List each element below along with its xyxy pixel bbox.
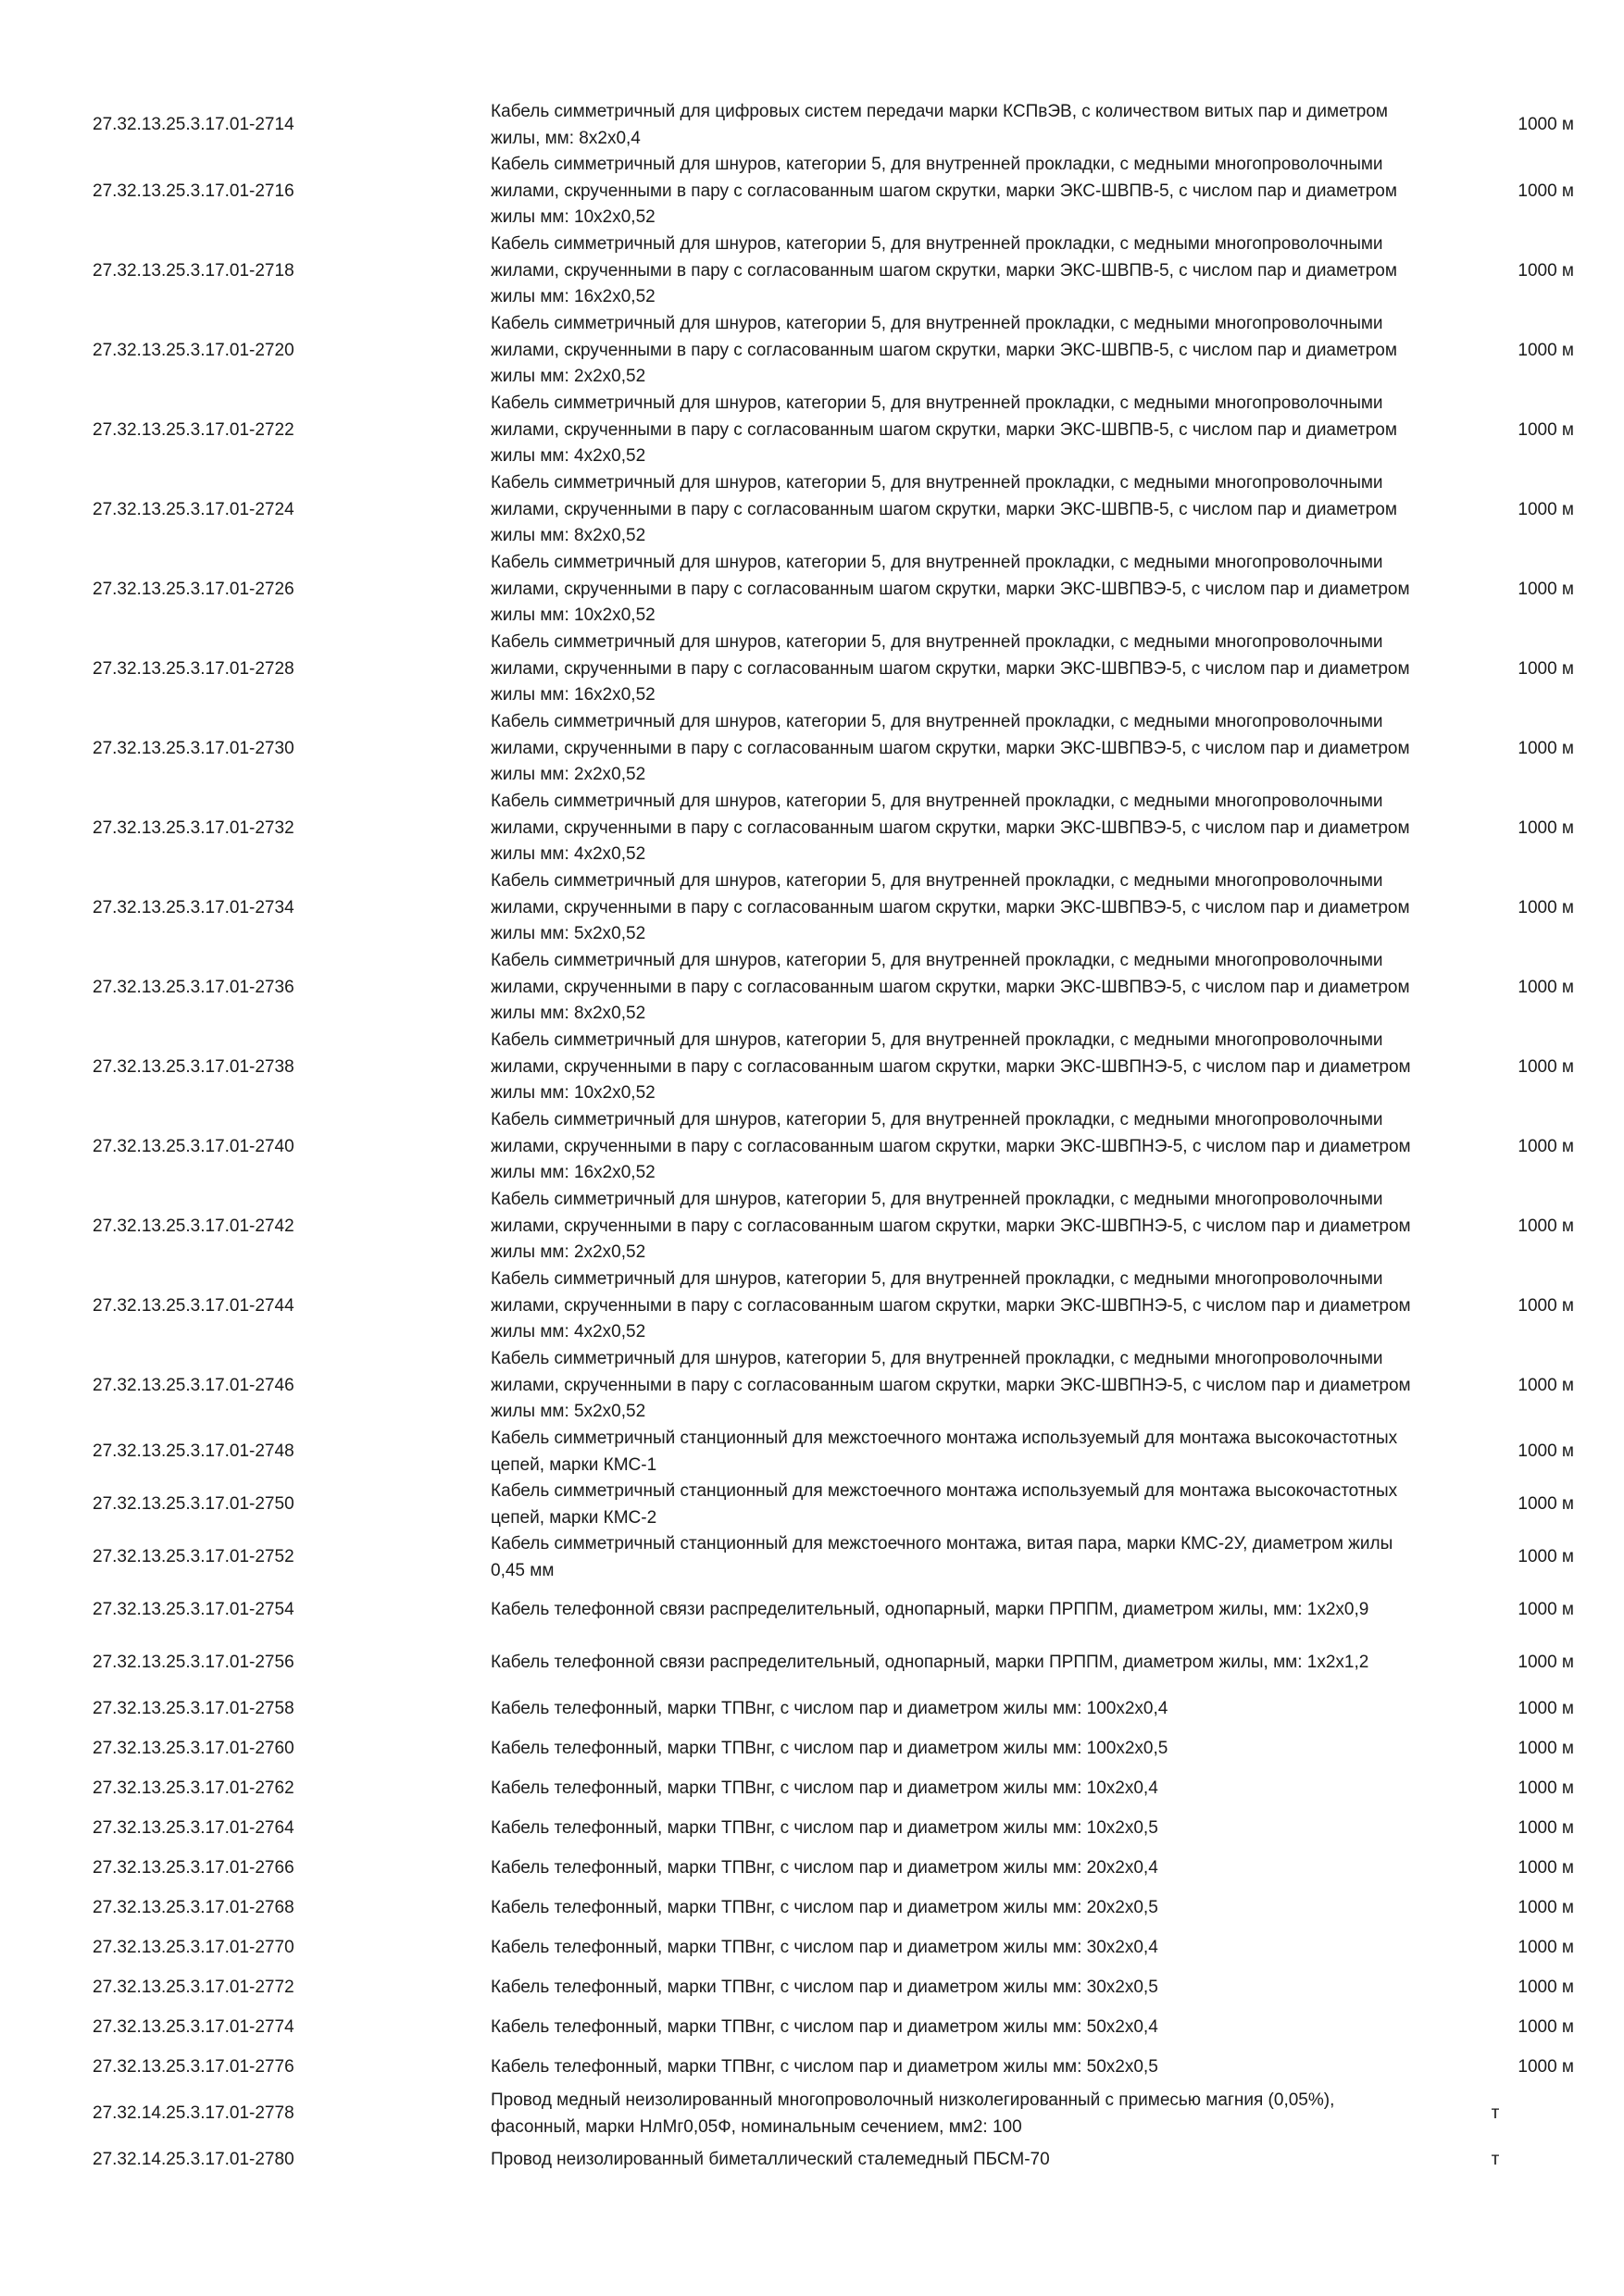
table-row [93,1479,1574,1531]
item-code: 27.32.14.25.3.17.01-2780 [93,2150,294,2170]
item-description: Кабель телефонный, марки ТПВнг, с числом пар и диаметром жилы мм: 100x2x0,5 [491,1739,1168,1759]
item-unit: 1000 м [1518,977,1574,997]
item-unit: 1000 м [1518,1441,1574,1462]
item-code: 27.32.13.25.3.17.01-2720 [93,340,294,360]
item-unit: 1000 м [1518,1494,1574,1515]
item-code: 27.32.13.25.3.17.01-2772 [93,1978,294,1998]
item-description: Кабель симметричный станционный для межстоечного монтажа, витая пара, марки КМС-2У, диаметром жилы 0,45 мм [491,1534,1393,1580]
table-row [93,1889,1574,1928]
item-description: Кабель симметричный для шнуров, категории 5, для внутренней прокладки, с медными многопроволочными жилами, скрученными в пару с согласованным шагом скрутки, марки ЭКС-ШВПНЭ-5, с числом пар и диаметром жилы мм: 16x2x0,52 [491,1110,1411,1183]
table-row [93,789,1574,868]
item-unit: 1000 м [1518,2017,1574,2038]
item-unit: 1000 м [1518,1858,1574,1878]
item-description: Кабель симметричный для шнуров, категории 5, для внутренней прокладки, с медными многопроволочными жилами, скрученными в пару с согласованным шагом скрутки, марки ЭКС-ШВПВ-5, с числом пар и диаметром жилы мм: 8x2x0,52 [491,473,1397,546]
table-row [93,2140,1574,2180]
item-code: 27.32.13.25.3.17.01-2764 [93,1818,294,1839]
item-description: Кабель телефонной связи распределительный, однопарный, марки ПРППМ, диаметром жилы, мм: 1x2x1,2 [491,1653,1369,1673]
table-row [93,311,1574,391]
item-description: Кабель телефонный, марки ТПВнг, с числом пар и диаметром жилы мм: 10x2x0,4 [491,1778,1158,1799]
table-row [93,152,1574,231]
item-unit: 1000 м [1518,1938,1574,1958]
item-code: 27.32.13.25.3.17.01-2732 [93,817,294,838]
item-description: Кабель симметричный станционный для межстоечного монтажа используемый для монтажа высокочастотных цепей, марки КМС-2 [491,1481,1398,1528]
item-unit: 1000 м [1518,2057,1574,2078]
item-code: 27.32.13.25.3.17.01-2714 [93,115,294,135]
item-code: 27.32.14.25.3.17.01-2778 [93,2103,294,2124]
item-unit: 1000 м [1518,181,1574,201]
table-row [93,1928,1574,1968]
item-code: 27.32.13.25.3.17.01-2744 [93,1295,294,1316]
item-code: 27.32.13.25.3.17.01-2738 [93,1056,294,1077]
item-code: 27.32.13.25.3.17.01-2774 [93,2017,294,2038]
item-description: Кабель симметричный для шнуров, категории 5, для внутренней прокладки, с медными многопроволочными жилами, скрученными в пару с согласованным шагом скрутки, марки ЭКС-ШВПВЭ-5, с числом пар и диаметром жилы мм: 8x2x0,52 [491,951,1410,1024]
item-unit: 1000 м [1518,1818,1574,1839]
table-row [93,1849,1574,1889]
item-description: Кабель симметричный для шнуров, категории 5, для внутренней прокладки, с медными многопроволочными жилами, скрученными в пару с согласованным шагом скрутки, марки ЭКС-ШВПНЭ-5, с числом пар и диаметром жилы мм: 2x2x0,52 [491,1190,1411,1263]
item-code: 27.32.13.25.3.17.01-2740 [93,1136,294,1156]
item-description: Кабель телефонный, марки ТПВнг, с числом пар и диаметром жилы мм: 50x2x0,5 [491,2057,1158,2078]
item-unit: 1000 м [1518,115,1574,135]
item-code: 27.32.13.25.3.17.01-2726 [93,579,294,599]
item-unit: 1000 м [1518,419,1574,440]
item-description: Кабель симметричный для шнуров, категории 5, для внутренней прокладки, с медными многопроволочными жилами, скрученными в пару с согласованным шагом скрутки, марки ЭКС-ШВПВЭ-5, с числом пар и диаметром жилы мм: 2x2x0,52 [491,712,1410,785]
table-row [93,1346,1574,1426]
table-row [93,2048,1574,2088]
item-code: 27.32.13.25.3.17.01-2766 [93,1858,294,1878]
table-row [93,709,1574,789]
price-list-body [93,99,1574,2180]
table-row [93,1637,1574,1690]
item-unit: 1000 м [1518,1216,1574,1236]
item-code: 27.32.13.25.3.17.01-2754 [93,1600,294,1620]
item-unit: 1000 м [1518,1056,1574,1077]
item-description: Кабель симметричный для шнуров, категории 5, для внутренней прокладки, с медными многопроволочными жилами, скрученными в пару с согласованным шагом скрутки, марки ЭКС-ШВПНЭ-5, с числом пар и диаметром жилы мм: 10x2x0,52 [491,1030,1411,1104]
item-description: Кабель симметричный для шнуров, категории 5, для внутренней прокладки, с медными многопроволочными жилами, скрученными в пару с согласованным шагом скрутки, марки ЭКС-ШВПВЭ-5, с числом пар и диаметром жилы мм: 16x2x0,52 [491,632,1410,705]
item-description: Кабель телефонный, марки ТПВнг, с числом пар и диаметром жилы мм: 50x2x0,4 [491,2017,1158,2038]
item-unit: 1000 м [1518,1778,1574,1799]
item-description: Кабель симметричный для шнуров, категории 5, для внутренней прокладки, с медными многопроволочными жилами, скрученными в пару с согласованным шагом скрутки, марки ЭКС-ШВПВЭ-5, с числом пар и диаметром жилы мм: 4x2x0,52 [491,792,1410,865]
table-row [93,1107,1574,1187]
item-description: Кабель телефонный, марки ТПВнг, с числом пар и диаметром жилы мм: 30x2x0,5 [491,1978,1158,1998]
item-unit: 1000 м [1518,1898,1574,1918]
item-description: Кабель симметричный для шнуров, категории 5, для внутренней прокладки, с медными многопроволочными жилами, скрученными в пару с согласованным шагом скрутки, марки ЭКС-ШВПВ-5, с числом пар и диаметром жилы мм: 2x2x0,52 [491,314,1397,387]
item-description: Кабель телефонный, марки ТПВнг, с числом пар и диаметром жилы мм: 20x2x0,5 [491,1898,1158,1918]
item-unit: 1000 м [1518,1739,1574,1759]
table-row [93,1187,1574,1267]
item-code: 27.32.13.25.3.17.01-2770 [93,1938,294,1958]
table-row [93,2008,1574,2048]
item-code: 27.32.13.25.3.17.01-2760 [93,1739,294,1759]
item-unit: 1000 м [1518,738,1574,758]
price-list-table [93,99,1574,2180]
item-unit: 1000 м [1518,1600,1574,1620]
item-description: Кабель симметричный для шнуров, категории 5, для внутренней прокладки, с медными многопроволочными жилами, скрученными в пару с согласованным шагом скрутки, марки ЭКС-ШВПВЭ-5, с числом пар и диаметром жилы мм: 10x2x0,52 [491,553,1410,626]
item-description: Кабель симметричный для шнуров, категории 5, для внутренней прокладки, с медными многопроволочными жилами, скрученными в пару с согласованным шагом скрутки, марки ЭКС-ШВПВЭ-5, с числом пар и диаметром жилы мм: 5x2x0,52 [491,871,1410,944]
item-unit: 1000 м [1518,1699,1574,1719]
item-code: 27.32.13.25.3.17.01-2748 [93,1441,294,1462]
item-code: 27.32.13.25.3.17.01-2750 [93,1494,294,1515]
item-code: 27.32.13.25.3.17.01-2722 [93,419,294,440]
item-description: Кабель симметричный для шнуров, категории 5, для внутренней прокладки, с медными многопроволочными жилами, скрученными в пару с согласованным шагом скрутки, марки ЭКС-ШВПНЭ-5, с числом пар и диаметром жилы мм: 4x2x0,52 [491,1269,1411,1342]
item-description: Кабель телефонный, марки ТПВнг, с числом пар и диаметром жилы мм: 20x2x0,4 [491,1858,1158,1878]
item-unit: 1000 м [1518,1136,1574,1156]
item-description: Кабель симметричный для цифровых систем передачи марки КСПвЭВ, с количеством витых пар и диметром жилы, мм: 8x2x0,4 [491,102,1388,148]
table-row [93,1028,1574,1107]
item-unit: 1000 м [1518,658,1574,679]
item-code: 27.32.13.25.3.17.01-2768 [93,1898,294,1918]
item-unit: т [1491,2103,1500,2124]
item-description: Провод неизолированный биметаллический сталемедный ПБСМ-70 [491,2150,1050,2170]
item-unit: 1000 м [1518,1978,1574,1998]
item-code: 27.32.13.25.3.17.01-2716 [93,181,294,201]
table-row [93,231,1574,311]
table-row [93,99,1574,152]
item-description: Кабель симметричный для шнуров, категории 5, для внутренней прокладки, с медными многопроволочными жилами, скрученными в пару с согласованным шагом скрутки, марки ЭКС-ШВПВ-5, с числом пар и диаметром жилы мм: 10x2x0,52 [491,155,1397,228]
item-code: 27.32.13.25.3.17.01-2734 [93,897,294,917]
item-code: 27.32.13.25.3.17.01-2724 [93,499,294,519]
table-row [93,1729,1574,1769]
item-description: Кабель телефонный, марки ТПВнг, с числом пар и диаметром жилы мм: 100x2x0,4 [491,1699,1168,1719]
table-row [93,630,1574,709]
item-unit: 1000 м [1518,340,1574,360]
table-row [93,948,1574,1028]
item-unit: 1000 м [1518,579,1574,599]
item-code: 27.32.13.25.3.17.01-2756 [93,1653,294,1673]
table-row [93,391,1574,470]
item-code: 27.32.13.25.3.17.01-2728 [93,658,294,679]
item-description: Кабель симметричный станционный для межстоечного монтажа используемый для монтажа высокочастотных цепей, марки КМС-1 [491,1429,1398,1475]
table-row [93,1267,1574,1346]
item-code: 27.32.13.25.3.17.01-2752 [93,1547,294,1567]
item-unit: 1000 м [1518,817,1574,838]
table-row [93,1968,1574,2008]
item-unit: т [1491,2150,1500,2170]
item-code: 27.32.13.25.3.17.01-2742 [93,1216,294,1236]
item-description: Кабель телефонный, марки ТПВнг, с числом пар и диаметром жилы мм: 10x2x0,5 [491,1818,1158,1839]
table-row [93,1426,1574,1479]
table-row [93,1690,1574,1729]
item-unit: 1000 м [1518,499,1574,519]
item-code: 27.32.13.25.3.17.01-2718 [93,260,294,281]
item-unit: 1000 м [1518,1547,1574,1567]
item-description: Кабель телефонной связи распределительный, однопарный, марки ПРППМ, диаметром жилы, мм: 1x2x0,9 [491,1600,1369,1620]
item-description: Провод медный неизолированный многопроволочный низколегированный с примесью магния (0,05%), фасонный, марки НлМг0,05Ф, номинальным сечением, мм2: 100 [491,2090,1335,2137]
item-unit: 1000 м [1518,897,1574,917]
item-code: 27.32.13.25.3.17.01-2762 [93,1778,294,1799]
table-row [93,470,1574,550]
item-unit: 1000 м [1518,1653,1574,1673]
table-row [93,1531,1574,1584]
item-unit: 1000 м [1518,1375,1574,1395]
item-description: Кабель симметричный для шнуров, категории 5, для внутренней прокладки, с медными многопроволочными жилами, скрученными в пару с согласованным шагом скрутки, марки ЭКС-ШВПВ-5, с числом пар и диаметром жилы мм: 16x2x0,52 [491,234,1397,307]
item-code: 27.32.13.25.3.17.01-2736 [93,977,294,997]
table-row [93,868,1574,948]
item-description: Кабель симметричный для шнуров, категории 5, для внутренней прокладки, с медными многопроволочными жилами, скрученными в пару с согласованным шагом скрутки, марки ЭКС-ШВПВ-5, с числом пар и диаметром жилы мм: 4x2x0,52 [491,393,1397,467]
table-row [93,1769,1574,1809]
table-row [93,550,1574,630]
table-row [93,1584,1574,1637]
item-code: 27.32.13.25.3.17.01-2746 [93,1375,294,1395]
table-row [93,2088,1574,2140]
item-code: 27.32.13.25.3.17.01-2730 [93,738,294,758]
table-row [93,1809,1574,1849]
item-code: 27.32.13.25.3.17.01-2776 [93,2057,294,2078]
item-unit: 1000 м [1518,260,1574,281]
item-code: 27.32.13.25.3.17.01-2758 [93,1699,294,1719]
item-unit: 1000 м [1518,1295,1574,1316]
item-description: Кабель симметричный для шнуров, категории 5, для внутренней прокладки, с медными многопроволочными жилами, скрученными в пару с согласованным шагом скрутки, марки ЭКС-ШВПНЭ-5, с числом пар и диаметром жилы мм: 5x2x0,52 [491,1349,1411,1422]
item-description: Кабель телефонный, марки ТПВнг, с числом пар и диаметром жилы мм: 30x2x0,4 [491,1938,1158,1958]
